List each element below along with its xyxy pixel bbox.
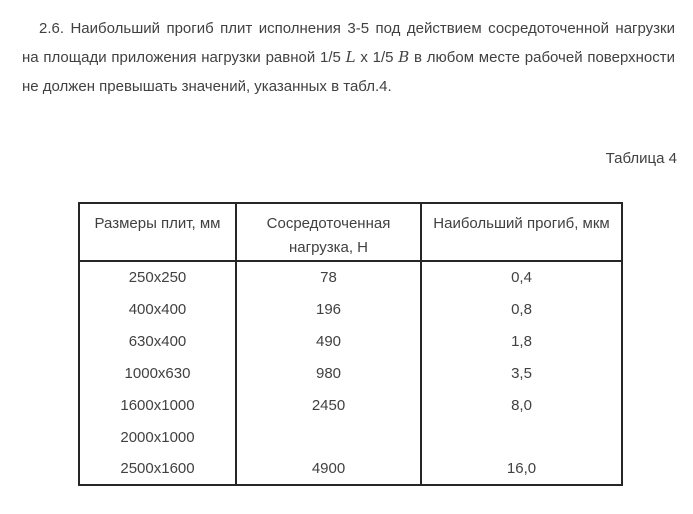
column-header-concentrated-load: Сосредоточенная нагрузка, Н xyxy=(236,203,421,261)
table-cell: 78 xyxy=(236,261,421,293)
paragraph-2-6 xyxy=(22,14,675,101)
document-page xyxy=(0,14,693,514)
table-cell: 0,4 xyxy=(421,261,622,293)
table-cell: 196 xyxy=(236,293,421,325)
table-cell: 1000x630 xyxy=(79,357,236,389)
table-body xyxy=(79,261,622,485)
table-caption: Таблица 4 xyxy=(605,150,677,167)
table-cell: 0,8 xyxy=(421,293,622,325)
table-cell: 1,8 xyxy=(421,325,622,357)
table-cell: 490 xyxy=(236,325,421,357)
table-cell: 2450 xyxy=(236,389,421,421)
paragraph-segment: в любом месте рабочей поверхности не должен превышать значений, указанных в табл.4. xyxy=(22,49,676,95)
column-header-plate-sizes: Размеры плит, мм xyxy=(79,203,236,261)
table-row xyxy=(79,421,622,453)
math-variable-B: B xyxy=(398,48,410,66)
table-cell: 400x400 xyxy=(79,293,236,325)
table-row xyxy=(79,293,622,325)
table-row xyxy=(79,261,622,293)
table-row xyxy=(79,389,622,421)
math-variable-L: L xyxy=(345,48,356,66)
paragraph-segment: х 1/5 xyxy=(355,49,399,66)
table-cell xyxy=(236,421,421,453)
table-row xyxy=(79,357,622,389)
table-cell: 630x400 xyxy=(79,325,236,357)
table-cell xyxy=(421,421,622,453)
table-row xyxy=(79,325,622,357)
table-cell: 250x250 xyxy=(79,261,236,293)
table-row xyxy=(79,453,622,485)
table-header-row xyxy=(79,203,622,261)
table-cell: 2000x1000 xyxy=(79,421,236,453)
table-cell: 1600x1000 xyxy=(79,389,236,421)
table-cell: 16,0 xyxy=(421,453,622,485)
table-4 xyxy=(78,202,623,486)
paragraph-segment: 2.6. Наибольший прогиб плит исполнения 3-5 под действием сосредоточенной нагрузки на площади приложения нагрузки равной 1/5 xyxy=(22,20,675,66)
table-cell: 4900 xyxy=(236,453,421,485)
table-cell: 3,5 xyxy=(421,357,622,389)
table-header xyxy=(79,203,622,261)
table-cell: 2500x1600 xyxy=(79,453,236,485)
column-header-max-deflection: Наибольший прогиб, мкм xyxy=(421,203,622,261)
table-cell: 980 xyxy=(236,357,421,389)
table-cell: 8,0 xyxy=(421,389,622,421)
